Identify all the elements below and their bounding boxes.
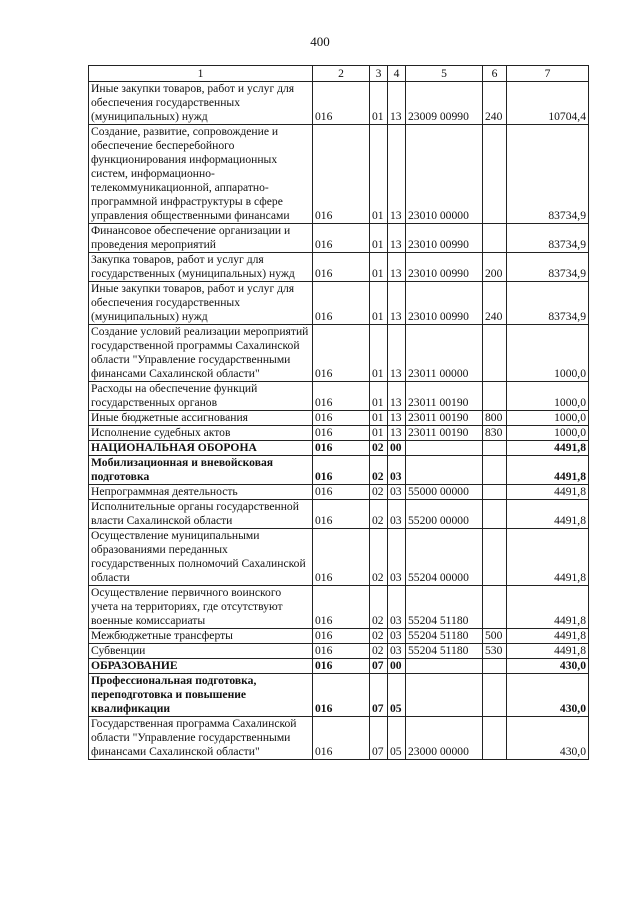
grbs-code-cell: 016 (313, 629, 370, 644)
expense-type-cell (483, 325, 507, 382)
target-article-cell: 55000 00000 (406, 485, 483, 500)
amount-cell: 430,0 (507, 674, 589, 717)
target-article-cell: 23010 00990 (406, 282, 483, 325)
expense-type-cell: 500 (483, 629, 507, 644)
amount-cell: 1000,0 (507, 411, 589, 426)
subsection-code-cell: 03 (388, 644, 406, 659)
subsection-code-cell: 13 (388, 224, 406, 253)
expense-type-cell (483, 441, 507, 456)
target-article-cell: 23011 00190 (406, 382, 483, 411)
grbs-code-cell: 016 (313, 125, 370, 224)
subsection-code-cell: 00 (388, 441, 406, 456)
amount-cell: 83734,9 (507, 282, 589, 325)
grbs-code-cell: 016 (313, 325, 370, 382)
section-code-cell: 02 (370, 629, 388, 644)
item-name-cell: Исполнение судебных актов (89, 426, 313, 441)
section-code-cell: 07 (370, 717, 388, 760)
table-row (89, 456, 589, 485)
section-code-cell: 02 (370, 644, 388, 659)
header-cell: 2 (313, 66, 370, 82)
expense-type-cell (483, 456, 507, 485)
item-name-cell: Субвенции (89, 644, 313, 659)
expense-type-cell: 240 (483, 282, 507, 325)
section-code-cell: 02 (370, 586, 388, 629)
header-cell: 5 (406, 66, 483, 82)
grbs-code-cell: 016 (313, 441, 370, 456)
subsection-code-cell: 05 (388, 674, 406, 717)
expense-type-cell: 200 (483, 253, 507, 282)
section-code-cell: 01 (370, 411, 388, 426)
subsection-code-cell: 13 (388, 282, 406, 325)
expense-type-cell: 830 (483, 426, 507, 441)
target-article-cell: 23011 00190 (406, 411, 483, 426)
amount-cell: 4491,8 (507, 485, 589, 500)
expense-type-cell (483, 659, 507, 674)
section-code-cell: 01 (370, 253, 388, 282)
grbs-code-cell: 016 (313, 282, 370, 325)
expense-type-cell: 240 (483, 82, 507, 125)
table-row (89, 500, 589, 529)
header-cell: 3 (370, 66, 388, 82)
target-article-cell: 23010 00000 (406, 125, 483, 224)
section-code-cell: 01 (370, 82, 388, 125)
amount-cell: 83734,9 (507, 125, 589, 224)
target-article-cell: 55204 00000 (406, 529, 483, 586)
subsection-code-cell: 03 (388, 529, 406, 586)
item-name-cell: Иные бюджетные ассигнования (89, 411, 313, 426)
amount-cell: 83734,9 (507, 253, 589, 282)
table-row (89, 82, 589, 125)
target-article-cell: 55204 51180 (406, 644, 483, 659)
expense-type-cell (483, 485, 507, 500)
section-code-cell: 07 (370, 674, 388, 717)
grbs-code-cell: 016 (313, 674, 370, 717)
section-code-cell: 07 (370, 659, 388, 674)
subsection-code-cell: 05 (388, 717, 406, 760)
amount-cell: 1000,0 (507, 325, 589, 382)
grbs-code-cell: 016 (313, 411, 370, 426)
item-name-cell: Иные закупки товаров, работ и услуг для обеспечения государственных (муниципальных) нужд (89, 82, 313, 125)
grbs-code-cell: 016 (313, 382, 370, 411)
subsection-code-cell: 03 (388, 456, 406, 485)
grbs-code-cell: 016 (313, 82, 370, 125)
table-row (89, 644, 589, 659)
subsection-code-cell: 13 (388, 426, 406, 441)
table-row (89, 125, 589, 224)
grbs-code-cell: 016 (313, 586, 370, 629)
grbs-code-cell: 016 (313, 485, 370, 500)
table-row (89, 325, 589, 382)
grbs-code-cell: 016 (313, 456, 370, 485)
amount-cell: 4491,8 (507, 629, 589, 644)
target-article-cell: 23010 00990 (406, 224, 483, 253)
item-name-cell: Непрограммная деятельность (89, 485, 313, 500)
section-code-cell: 02 (370, 485, 388, 500)
amount-cell: 83734,9 (507, 224, 589, 253)
item-name-cell: Осуществление первичного воинского учета на территориях, где отсутствуют военные комиссариаты (89, 586, 313, 629)
table-row (89, 441, 589, 456)
expense-type-cell: 530 (483, 644, 507, 659)
header-cell: 7 (507, 66, 589, 82)
subsection-code-cell: 00 (388, 659, 406, 674)
item-name-cell: Осуществление муниципальными образованиями переданных государственных полномочий Сахалинской области (89, 529, 313, 586)
amount-cell: 4491,8 (507, 644, 589, 659)
grbs-code-cell: 016 (313, 659, 370, 674)
expense-type-cell (483, 382, 507, 411)
amount-cell: 1000,0 (507, 382, 589, 411)
section-code-cell: 01 (370, 125, 388, 224)
section-code-cell: 02 (370, 500, 388, 529)
subsection-code-cell: 13 (388, 325, 406, 382)
table-row (89, 411, 589, 426)
item-name-cell: Исполнительные органы государственной власти Сахалинской области (89, 500, 313, 529)
section-code-cell: 02 (370, 441, 388, 456)
budget-table (88, 65, 589, 760)
header-cell: 4 (388, 66, 406, 82)
subsection-code-cell: 03 (388, 485, 406, 500)
header-cell: 1 (89, 66, 313, 82)
amount-cell: 4491,8 (507, 456, 589, 485)
target-article-cell: 23000 00000 (406, 717, 483, 760)
header-cell: 6 (483, 66, 507, 82)
table-row (89, 253, 589, 282)
item-name-cell: Создание, развитие, сопровождение и обеспечение бесперебойного функционирования информационных систем, информационно-телекоммуникационной, аппаратно-программной инфраструктуры в сфере управления общественными финансами (89, 125, 313, 224)
expense-type-cell (483, 125, 507, 224)
table-row (89, 629, 589, 644)
amount-cell: 1000,0 (507, 426, 589, 441)
item-name-cell: Иные закупки товаров, работ и услуг для обеспечения государственных (муниципальных) нужд (89, 282, 313, 325)
section-code-cell: 02 (370, 456, 388, 485)
table-row (89, 382, 589, 411)
target-article-cell (406, 659, 483, 674)
subsection-code-cell: 13 (388, 125, 406, 224)
table-row (89, 426, 589, 441)
target-article-cell: 23011 00190 (406, 426, 483, 441)
table-row (89, 282, 589, 325)
expense-type-cell (483, 674, 507, 717)
section-code-cell: 01 (370, 325, 388, 382)
amount-cell: 4491,8 (507, 529, 589, 586)
amount-cell: 4491,8 (507, 500, 589, 529)
amount-cell: 430,0 (507, 659, 589, 674)
header-row (89, 66, 589, 82)
amount-cell: 4491,8 (507, 586, 589, 629)
item-name-cell: Мобилизационная и вневойсковая подготовка (89, 456, 313, 485)
target-article-cell: 23009 00990 (406, 82, 483, 125)
item-name-cell: Финансовое обеспечение организации и проведения мероприятий (89, 224, 313, 253)
item-name-cell: Межбюджетные трансферты (89, 629, 313, 644)
subsection-code-cell: 03 (388, 586, 406, 629)
item-name-cell: НАЦИОНАЛЬНАЯ ОБОРОНА (89, 441, 313, 456)
table-row (89, 529, 589, 586)
target-article-cell: 23010 00990 (406, 253, 483, 282)
item-name-cell: Закупка товаров, работ и услуг для государственных (муниципальных) нужд (89, 253, 313, 282)
item-name-cell: Государственная программа Сахалинской области "Управление государственными финансами Сахалинской области" (89, 717, 313, 760)
item-name-cell: Расходы на обеспечение функций государственных органов (89, 382, 313, 411)
subsection-code-cell: 13 (388, 382, 406, 411)
item-name-cell: Создание условий реализации мероприятий государственной программы Сахалинской области "Управление государственными финансами Сахалинской области" (89, 325, 313, 382)
item-name-cell: Профессиональная подготовка, переподготовка и повышение квалификации (89, 674, 313, 717)
grbs-code-cell: 016 (313, 426, 370, 441)
expense-type-cell (483, 529, 507, 586)
table-row (89, 224, 589, 253)
subsection-code-cell: 13 (388, 411, 406, 426)
section-code-cell: 01 (370, 224, 388, 253)
amount-cell: 430,0 (507, 717, 589, 760)
table-row (89, 717, 589, 760)
target-article-cell (406, 674, 483, 717)
page-number: 400 (310, 34, 330, 49)
grbs-code-cell: 016 (313, 224, 370, 253)
target-article-cell (406, 441, 483, 456)
expense-type-cell (483, 586, 507, 629)
expense-type-cell (483, 717, 507, 760)
expense-type-cell (483, 500, 507, 529)
target-article-cell (406, 456, 483, 485)
expense-type-cell: 800 (483, 411, 507, 426)
subsection-code-cell: 13 (388, 82, 406, 125)
section-code-cell: 01 (370, 426, 388, 441)
subsection-code-cell: 13 (388, 253, 406, 282)
target-article-cell: 55204 51180 (406, 629, 483, 644)
amount-cell: 10704,4 (507, 82, 589, 125)
table-row (89, 485, 589, 500)
subsection-code-cell: 03 (388, 500, 406, 529)
section-code-cell: 01 (370, 382, 388, 411)
grbs-code-cell: 016 (313, 717, 370, 760)
expense-type-cell (483, 224, 507, 253)
grbs-code-cell: 016 (313, 253, 370, 282)
subsection-code-cell: 03 (388, 629, 406, 644)
section-code-cell: 01 (370, 282, 388, 325)
grbs-code-cell: 016 (313, 529, 370, 586)
item-name-cell: ОБРАЗОВАНИЕ (89, 659, 313, 674)
table-row (89, 659, 589, 674)
target-article-cell: 23011 00000 (406, 325, 483, 382)
table-row (89, 586, 589, 629)
amount-cell: 4491,8 (507, 441, 589, 456)
grbs-code-cell: 016 (313, 644, 370, 659)
table-row (89, 674, 589, 717)
section-code-cell: 02 (370, 529, 388, 586)
target-article-cell: 55200 00000 (406, 500, 483, 529)
grbs-code-cell: 016 (313, 500, 370, 529)
target-article-cell: 55204 51180 (406, 586, 483, 629)
